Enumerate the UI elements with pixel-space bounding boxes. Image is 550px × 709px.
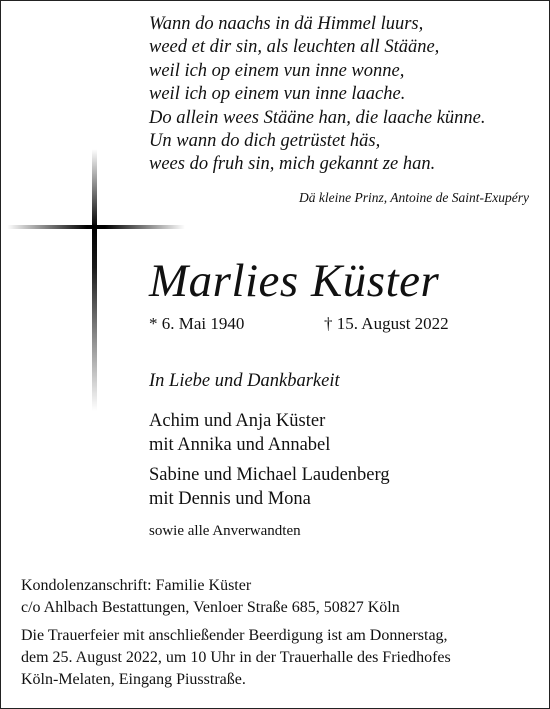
- poem-line: weed et dir sin, als leuchten all Stääne,: [149, 37, 440, 58]
- poem-attribution: Dä kleine Prinz, Antoine de Saint-Exupéry: [299, 190, 529, 205]
- family-group: [149, 409, 330, 457]
- dedication: In Liebe und Dankbarkeit: [149, 371, 340, 391]
- service-details: [21, 625, 451, 691]
- contact-line: c/o Ahlbach Bestattungen, Venloer Straße 685, 50827 Köln: [21, 599, 400, 616]
- poem-line: weil ich op einem vun inne wonne,: [149, 60, 405, 81]
- poem-line: wees do fruh sin, mich gekannt ze han.: [149, 154, 436, 175]
- birth-date: * 6. Mai 1940: [149, 314, 245, 333]
- service-line: dem 25. August 2022, um 10 Uhr in der Trauerhalle des Friedhofes: [21, 649, 451, 666]
- service-line: Die Trauerfeier mit anschließender Beerdigung ist am Donnerstag,: [21, 627, 448, 644]
- poem-line: Do allein wees Stääne han, die laache künne.: [149, 107, 486, 128]
- deceased-name: Marlies Küster: [149, 255, 440, 307]
- family-line: Sabine und Michael Laudenberg: [149, 465, 390, 485]
- poem-line: Wann do naachs in dä Himmel luurs,: [149, 14, 424, 34]
- death-date: † 15. August 2022: [324, 314, 449, 333]
- family-group: [149, 463, 390, 511]
- poem-line: weil ich op einem vun inne laache.: [149, 84, 406, 105]
- family-line: Achim und Anja Küster: [149, 411, 326, 431]
- condolence-address: [21, 575, 400, 619]
- poem-line: Un wann do dich getrüstet häs,: [149, 131, 381, 152]
- contact-line: Kondolenzanschrift: Familie Küster: [21, 577, 252, 594]
- relatives-note: sowie alle Anverwandten: [149, 523, 301, 539]
- poem: [149, 13, 529, 177]
- service-line: Köln-Melaten, Eingang Piusstraße.: [21, 671, 246, 688]
- family-line: mit Dennis und Mona: [149, 489, 311, 509]
- family-line: mit Annika und Annabel: [149, 435, 331, 455]
